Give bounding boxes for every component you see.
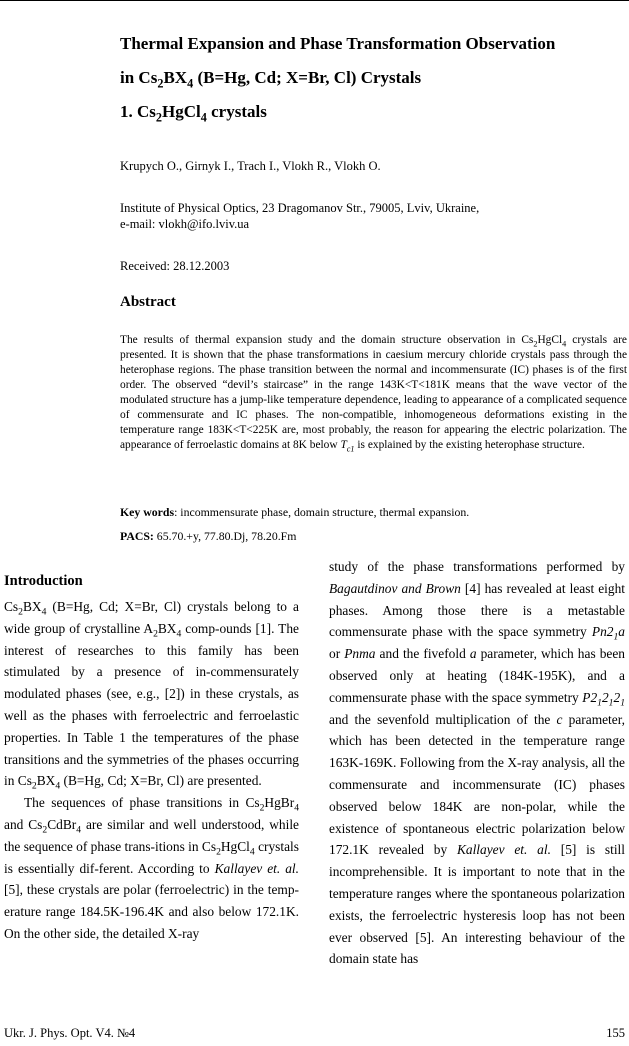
right-column — [329, 556, 625, 970]
received-date: Received: 28.12.2003 — [120, 259, 230, 273]
keywords: Key words: incommensurate phase, domain structure, thermal expansion. — [120, 505, 470, 519]
page-number: 155 — [606, 1026, 625, 1040]
affiliation: Institute of Physical Optics, 23 Dragomanov Str., 79005, Lviv, Ukraine, — [120, 201, 480, 215]
journal-footer: Ukr. J. Phys. Opt. V4. №4 — [4, 1026, 136, 1040]
intro-paragraph-1: $Cs_2BX_4$ (B=Hg, Cd; X=Br, Cl) crystals belong to a wide group of crystalline $A_2BX_4$ comp-ounds [1]. The interest of researches to this family has been stimulated by a presence of in-commensurately modulated phases (see, e.g., [2]) in these crystals, as well as the phases with ferroelectric and ferroelastic properties. In Table 1 the temperatures of the phase transitions and the symmetries of the phases occurring in $Cs_2BX_4$ (B=Hg, Cd; X=Br, Cl) are presented. — [4, 599, 299, 793]
email: e-mail: vlokh@ifo.lviv.ua — [120, 217, 250, 231]
paper-title-line-1: Thermal Expansion and Phase Transformation Observation — [120, 34, 556, 53]
intro-paragraph-2: The sequences of phase transitions in $Cs_2HgBr_4$ and $Cs_2CdBr_4$ are similar and well understood, while the sequence of phase trans-itions in $Cs_2HgCl_4$ crystals is essentially dif-ferent. According to Kallayev et. al. [5], these crystals are polar (ferroelectric) in the temp-erature range 184.5K-196.4K and also below 172.1K. On the other side, the detailed X-ray — [4, 795, 299, 941]
right-paragraph: study of the phase transformations performed by Bagautdinov and Brown [4] has revealed at least eight phases. Among those there is a metastable commensurate phase with the space symmetry $Pn2_1a$ or Pnma and the fivefold a parameter, which has been observed only at heating (184K-195K), and a commensurate phase with the space symmetry $P2_12_12_1$ and the sevenfold multiplication of the c parameter, which has been detected in the temperature range 163K-169K. Following from the X-ray analysis, all the commensurate and incommensurate (IC) phases observed below 184K are non-polar, while the existence of spontaneous electric polarization below 172.1K revealed by Kallayev et. al. [5] is still incomprehensible. It is important to note that in the temperature ranges where the spontaneous polarization exists, the ferroelectric hysteresis loop has not been ever observed [5]. An interesting behaviour of the domain state has — [329, 559, 625, 967]
left-column — [4, 556, 299, 945]
abstract-text: The results of thermal expansion study and the domain structure observation in $Cs_2HgCl_4$ crystals are presented. It is shown that the phase transformations in caesium mercury chloride crystals pass through the heterophase regions. The phase transition between the normal and incommensurate (IC) phases is of the first order. The observed “devil’s staircase” in the range 143K<T<181K means that the wave vector of the modulated structure has a jump-like temperature dependence, leading to appearance of a complicated sequence of commensurate and IC phases. The non-compatible, inhomogeneous deformations existing in the temperature range 183K<T<225K are, most probably, the reason for appearing the electric polarization. The appearance of ferroelastic domains at 8K below $T_{c1}$ is explained by the existing heterophase structure. — [120, 334, 627, 454]
top-rule — [0, 0, 629, 1]
paper-title-line-3: 1. $Cs_2HgCl_4$ crystals — [120, 102, 267, 125]
abstract-heading: Abstract — [120, 294, 176, 310]
pacs: PACS: 65.70.+y, 77.80.Dj, 78.20.Fm — [120, 529, 297, 543]
authors: Krupych O., Girnyk I., Trach I., Vlokh R., Vlokh O. — [120, 159, 381, 173]
introduction-heading: Introduction — [4, 573, 83, 589]
paper-title-line-2: in $Cs_2BX_4$ (B=Hg, Cd; X=Br, Cl) Crystals — [120, 68, 422, 91]
